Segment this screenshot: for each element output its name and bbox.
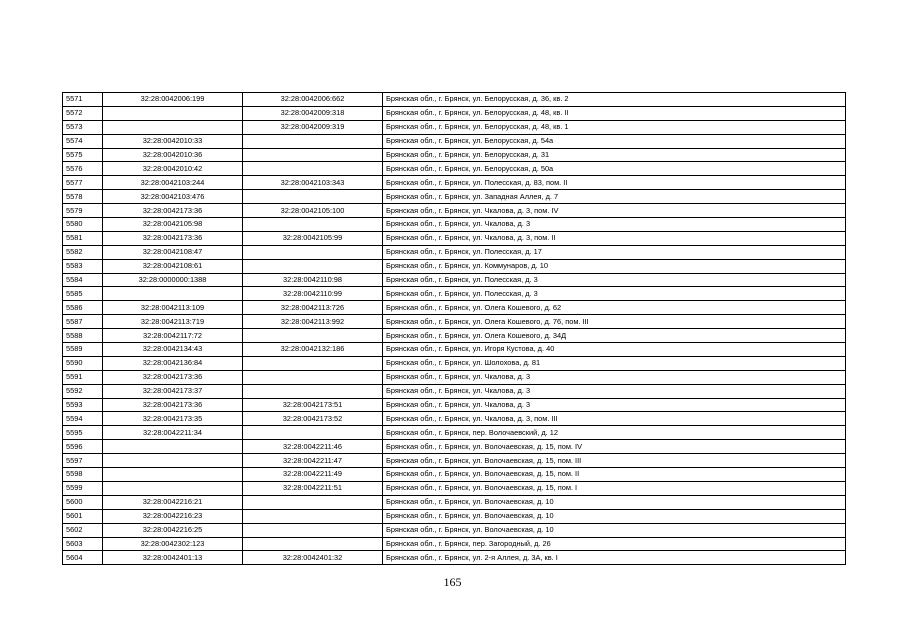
row-number-cell: 5604 [63, 551, 103, 565]
row-number-cell: 5589 [63, 343, 103, 357]
cadastral-number-cell [103, 454, 243, 468]
table-row [63, 176, 846, 190]
cadastral-number-cell [103, 120, 243, 134]
cadastral-number-cell: 32:28:0042103:476 [103, 190, 243, 204]
table-row [63, 93, 846, 107]
linked-cadastral-number-cell: 32:28:0042009:319 [243, 120, 383, 134]
address-cell: Брянская обл., г. Брянск, ул. Белорусская, д. 48, кв. II [383, 106, 846, 120]
linked-cadastral-number-cell: 32:28:0042103:343 [243, 176, 383, 190]
address-cell: Брянская обл., г. Брянск, ул. Волочаевская, д. 15, пом. III [383, 454, 846, 468]
row-number-cell: 5591 [63, 370, 103, 384]
linked-cadastral-number-cell: 32:28:0042132:186 [243, 343, 383, 357]
address-cell: Брянская обл., г. Брянск, ул. Белорусская, д. 48, кв. 1 [383, 120, 846, 134]
cadastral-number-cell: 32:28:0042136:84 [103, 356, 243, 370]
cadastral-number-cell: 32:28:0042173:36 [103, 398, 243, 412]
linked-cadastral-number-cell [243, 537, 383, 551]
cadastral-number-cell: 32:28:0042103:244 [103, 176, 243, 190]
linked-cadastral-number-cell: 32:28:0042105:100 [243, 204, 383, 218]
linked-cadastral-number-cell: 32:28:0042110:98 [243, 273, 383, 287]
address-cell: Брянская обл., г. Брянск, ул. Чкалова, д. 3, пом. IV [383, 204, 846, 218]
table-row [63, 370, 846, 384]
cadastral-number-cell: 32:28:0042216:25 [103, 523, 243, 537]
table-row [63, 426, 846, 440]
linked-cadastral-number-cell: 32:28:0042173:51 [243, 398, 383, 412]
cadastral-number-cell: 32:28:0042108:47 [103, 245, 243, 259]
registry-table [62, 92, 846, 565]
linked-cadastral-number-cell [243, 495, 383, 509]
table-row [63, 162, 846, 176]
row-number-cell: 5601 [63, 509, 103, 523]
linked-cadastral-number-cell [243, 162, 383, 176]
cadastral-number-cell: 32:28:0042173:37 [103, 384, 243, 398]
row-number-cell: 5602 [63, 523, 103, 537]
address-cell: Брянская обл., г. Брянск, пер. Загородный, д. 26 [383, 537, 846, 551]
linked-cadastral-number-cell [243, 509, 383, 523]
address-cell: Брянская обл., г. Брянск, ул. Белорусская, д. 36, кв. 2 [383, 93, 846, 107]
row-number-cell: 5597 [63, 454, 103, 468]
address-cell: Брянская обл., г. Брянск, ул. Игоря Кустова, д. 40 [383, 343, 846, 357]
address-cell: Брянская обл., г. Брянск, ул. Чкалова, д. 3, пом. II [383, 231, 846, 245]
cadastral-number-cell [103, 440, 243, 454]
cadastral-number-cell [103, 106, 243, 120]
linked-cadastral-number-cell [243, 384, 383, 398]
cadastral-number-cell [103, 287, 243, 301]
address-cell: Брянская обл., г. Брянск, ул. Чкалова, д. 3 [383, 398, 846, 412]
table-row [63, 301, 846, 315]
row-number-cell: 5600 [63, 495, 103, 509]
linked-cadastral-number-cell: 32:28:0042211:49 [243, 468, 383, 482]
page-number: 165 [443, 575, 462, 589]
table-row [63, 315, 846, 329]
address-cell: Брянская обл., г. Брянск, ул. Волочаевская, д. 15, пом. IV [383, 440, 846, 454]
cadastral-number-cell: 32:28:0042010:42 [103, 162, 243, 176]
row-number-cell: 5577 [63, 176, 103, 190]
cadastral-number-cell: 32:28:0042006:199 [103, 93, 243, 107]
row-number-cell: 5578 [63, 190, 103, 204]
cadastral-number-cell: 32:28:0042010:33 [103, 134, 243, 148]
cadastral-number-cell [103, 468, 243, 482]
cadastral-number-cell: 32:28:0042211:34 [103, 426, 243, 440]
address-cell: Брянская обл., г. Брянск, ул. Коммунаров, д. 10 [383, 259, 846, 273]
cadastral-number-cell: 32:28:0042173:36 [103, 370, 243, 384]
row-number-cell: 5596 [63, 440, 103, 454]
cadastral-number-cell: 32:28:0042173:35 [103, 412, 243, 426]
linked-cadastral-number-cell: 32:28:0042211:47 [243, 454, 383, 468]
linked-cadastral-number-cell [243, 370, 383, 384]
row-number-cell: 5572 [63, 106, 103, 120]
row-number-cell: 5576 [63, 162, 103, 176]
address-cell: Брянская обл., г. Брянск, ул. Волочаевская, д. 10 [383, 495, 846, 509]
table-row [63, 495, 846, 509]
row-number-cell: 5595 [63, 426, 103, 440]
address-cell: Брянская обл., г. Брянск, ул. Белорусская, д. 31 [383, 148, 846, 162]
linked-cadastral-number-cell [243, 356, 383, 370]
row-number-cell: 5585 [63, 287, 103, 301]
table-row [63, 218, 846, 232]
linked-cadastral-number-cell: 32:28:0042173:52 [243, 412, 383, 426]
linked-cadastral-number-cell [243, 190, 383, 204]
row-number-cell: 5571 [63, 93, 103, 107]
row-number-cell: 5599 [63, 481, 103, 495]
table-row [63, 537, 846, 551]
table-row [63, 120, 846, 134]
linked-cadastral-number-cell [243, 245, 383, 259]
table-row [63, 468, 846, 482]
cadastral-number-cell: 32:28:0000000:1388 [103, 273, 243, 287]
row-number-cell: 5593 [63, 398, 103, 412]
table-row [63, 231, 846, 245]
address-cell: Брянская обл., г. Брянск, ул. Волочаевская, д. 10 [383, 509, 846, 523]
table-row [63, 440, 846, 454]
cadastral-number-cell: 32:28:0042173:36 [103, 204, 243, 218]
address-cell: Брянская обл., г. Брянск, ул. Чкалова, д. 3, пом. III [383, 412, 846, 426]
table-row [63, 523, 846, 537]
cadastral-number-cell: 32:28:0042216:21 [103, 495, 243, 509]
address-cell: Брянская обл., г. Брянск, ул. Чкалова, д. 3 [383, 384, 846, 398]
address-cell: Брянская обл., г. Брянск, ул. Чкалова, д. 3 [383, 370, 846, 384]
linked-cadastral-number-cell: 32:28:0042113:726 [243, 301, 383, 315]
linked-cadastral-number-cell [243, 218, 383, 232]
row-number-cell: 5582 [63, 245, 103, 259]
cadastral-number-cell: 32:28:0042134:43 [103, 343, 243, 357]
address-cell: Брянская обл., г. Брянск, ул. 2-я Аллея, д. 3А, кв. I [383, 551, 846, 565]
address-cell: Брянская обл., г. Брянск, ул. Волочаевская, д. 15, пом. I [383, 481, 846, 495]
linked-cadastral-number-cell: 32:28:0042211:46 [243, 440, 383, 454]
linked-cadastral-number-cell [243, 148, 383, 162]
address-cell: Брянская обл., г. Брянск, ул. Западная Аллея, д. 7 [383, 190, 846, 204]
row-number-cell: 5580 [63, 218, 103, 232]
linked-cadastral-number-cell: 32:28:0042006:662 [243, 93, 383, 107]
linked-cadastral-number-cell: 32:28:0042110:99 [243, 287, 383, 301]
cadastral-number-cell: 32:28:0042113:109 [103, 301, 243, 315]
address-cell: Брянская обл., г. Брянск, ул. Полесская, д. 17 [383, 245, 846, 259]
row-number-cell: 5575 [63, 148, 103, 162]
row-number-cell: 5603 [63, 537, 103, 551]
cadastral-number-cell [103, 481, 243, 495]
cadastral-number-cell: 32:28:0042216:23 [103, 509, 243, 523]
row-number-cell: 5574 [63, 134, 103, 148]
row-number-cell: 5584 [63, 273, 103, 287]
table-row [63, 273, 846, 287]
table-row [63, 384, 846, 398]
table-row [63, 287, 846, 301]
linked-cadastral-number-cell: 32:28:0042113:992 [243, 315, 383, 329]
address-cell: Брянская обл., г. Брянск, ул. Белорусская, д. 50а [383, 162, 846, 176]
table-row [63, 412, 846, 426]
cadastral-number-cell: 32:28:0042401:13 [103, 551, 243, 565]
table-row [63, 356, 846, 370]
linked-cadastral-number-cell: 32:28:0042105:99 [243, 231, 383, 245]
table-row [63, 245, 846, 259]
cadastral-number-cell: 32:28:0042173:36 [103, 231, 243, 245]
address-cell: Брянская обл., г. Брянск, ул. Белорусская, д. 54а [383, 134, 846, 148]
cadastral-number-cell: 32:28:0042117:72 [103, 329, 243, 343]
linked-cadastral-number-cell: 32:28:0042401:32 [243, 551, 383, 565]
row-number-cell: 5598 [63, 468, 103, 482]
row-number-cell: 5592 [63, 384, 103, 398]
table-row [63, 148, 846, 162]
address-cell: Брянская обл., г. Брянск, ул. Полесская, д. 3 [383, 287, 846, 301]
table-row [63, 343, 846, 357]
cadastral-number-cell: 32:28:0042113:719 [103, 315, 243, 329]
linked-cadastral-number-cell: 32:28:0042009:318 [243, 106, 383, 120]
cadastral-number-cell: 32:28:0042108:61 [103, 259, 243, 273]
row-number-cell: 5588 [63, 329, 103, 343]
linked-cadastral-number-cell [243, 329, 383, 343]
table-row [63, 509, 846, 523]
table-row [63, 329, 846, 343]
table-row [63, 259, 846, 273]
address-cell: Брянская обл., г. Брянск, ул. Олега Кошевого, д. 76, пом. III [383, 315, 846, 329]
table-row [63, 204, 846, 218]
row-number-cell: 5587 [63, 315, 103, 329]
linked-cadastral-number-cell [243, 426, 383, 440]
row-number-cell: 5573 [63, 120, 103, 134]
row-number-cell: 5586 [63, 301, 103, 315]
address-cell: Брянская обл., г. Брянск, пер. Волочаевский, д. 12 [383, 426, 846, 440]
cadastral-number-cell: 32:28:0042010:36 [103, 148, 243, 162]
table-row [63, 190, 846, 204]
address-cell: Брянская обл., г. Брянск, ул. Волочаевская, д. 15, пом. II [383, 468, 846, 482]
row-number-cell: 5579 [63, 204, 103, 218]
table-row [63, 551, 846, 565]
address-cell: Брянская обл., г. Брянск, ул. Шолохова, д. 81 [383, 356, 846, 370]
row-number-cell: 5590 [63, 356, 103, 370]
row-number-cell: 5594 [63, 412, 103, 426]
table-row [63, 454, 846, 468]
linked-cadastral-number-cell: 32:28:0042211:51 [243, 481, 383, 495]
registry-table-body [63, 93, 846, 565]
address-cell: Брянская обл., г. Брянск, ул. Волочаевская, д. 10 [383, 523, 846, 537]
row-number-cell: 5581 [63, 231, 103, 245]
address-cell: Брянская обл., г. Брянск, ул. Чкалова, д. 3 [383, 218, 846, 232]
table-row [63, 398, 846, 412]
row-number-cell: 5583 [63, 259, 103, 273]
address-cell: Брянская обл., г. Брянск, ул. Олега Кошевого, д. 62 [383, 301, 846, 315]
table-row [63, 134, 846, 148]
table-row [63, 481, 846, 495]
linked-cadastral-number-cell [243, 523, 383, 537]
address-cell: Брянская обл., г. Брянск, ул. Полесская, д. 83, пом. II [383, 176, 846, 190]
linked-cadastral-number-cell [243, 259, 383, 273]
linked-cadastral-number-cell [243, 134, 383, 148]
cadastral-number-cell: 32:28:0042302:123 [103, 537, 243, 551]
table-row [63, 106, 846, 120]
address-cell: Брянская обл., г. Брянск, ул. Полесская, д. 3 [383, 273, 846, 287]
address-cell: Брянская обл., г. Брянск, ул. Олега Кошевого, д. 34Д [383, 329, 846, 343]
cadastral-number-cell: 32:28:0042105:98 [103, 218, 243, 232]
